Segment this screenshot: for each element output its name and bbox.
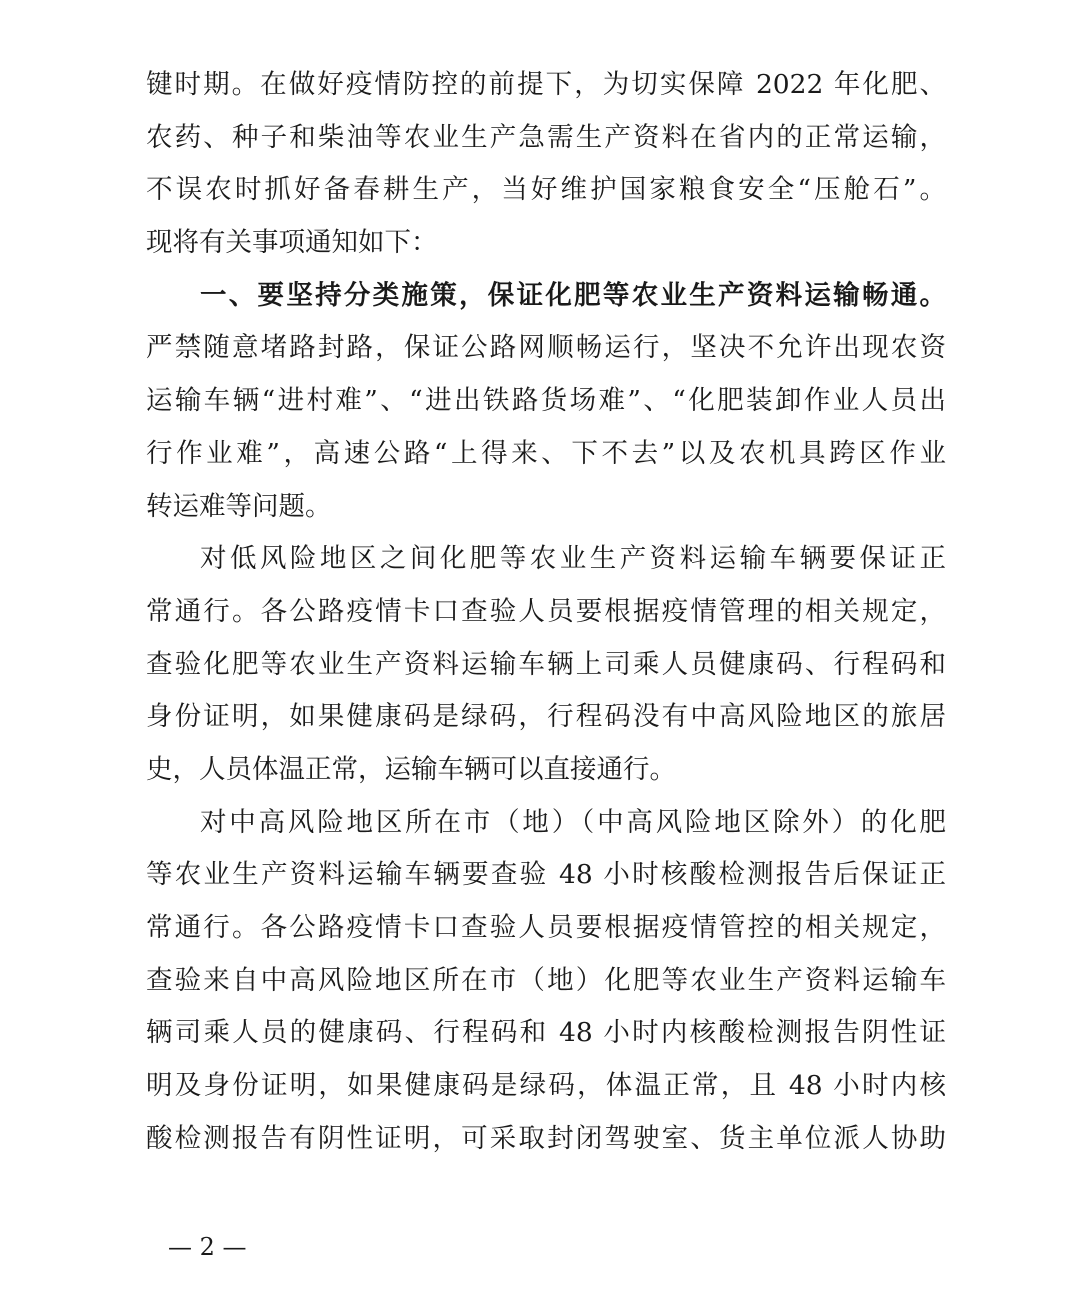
text-line: 查验来自中高风险地区所在市（地）化肥等农业生产资料运输车 <box>146 964 946 996</box>
text-line: 转运难等问题。 <box>146 490 332 522</box>
document-body <box>146 59 946 1165</box>
text-line: 不误农时抓好备春耕生产，当好维护国家粮食安全“压舱石”。 <box>146 174 946 206</box>
text-line: 史，人员体温正常，运输车辆可以直接通行。 <box>146 753 676 785</box>
text-line: 对低风险地区之间化肥等农业生产资料运输车辆要保证正 <box>200 543 946 575</box>
text-line: 辆司乘人员的健康码、行程码和 48 小时内核酸检测报告阴性证 <box>146 1017 946 1049</box>
text-line: 常通行。各公路疫情卡口查验人员要根据疫情管控的相关规定， <box>146 912 946 943</box>
text-line: 明及身份证明，如果健康码是绿码，体温正常，且 48 小时内核 <box>146 1070 946 1102</box>
text-line: 键时期。在做好疫情防控的前提下，为切实保障 2022 年化肥、 <box>146 69 946 100</box>
text-line: 农药、种子和柴油等农业生产急需生产资料在省内的正常运输， <box>146 121 946 153</box>
text-line: 等农业生产资料运输车辆要查验 48 小时核酸检测报告后保证正 <box>146 859 946 891</box>
text-line: 严禁随意堵路封路，保证公路网顺畅运行，坚决不允许出现农资 <box>146 332 946 364</box>
text-line: 现将有关事项通知如下： <box>146 227 438 259</box>
text-line: 常通行。各公路疫情卡口查验人员要根据疫情管理的相关规定， <box>146 595 946 627</box>
text-line: 对中高风险地区所在市（地）（中高风险地区除外）的化肥 <box>200 806 946 838</box>
section-heading: 一、要坚持分类施策，保证化肥等农业生产资料运输畅通。 <box>200 279 946 311</box>
text-line: 酸检测报告有阴性证明，可采取封闭驾驶室、货主单位派人协助 <box>146 1122 946 1154</box>
page-number: — 2 — <box>168 1233 247 1261</box>
text-line: 身份证明，如果健康码是绿码，行程码没有中高风险地区的旅居 <box>146 701 946 733</box>
text-line: 行作业难”，高速公路“上得来、下不去”以及农机具跨区作业 <box>146 437 946 469</box>
text-line: 查验化肥等农业生产资料运输车辆上司乘人员健康码、行程码和 <box>146 648 946 680</box>
text-line: 运输车辆“进村难”、“进出铁路货场难”、“化肥装卸作业人员出 <box>146 385 946 417</box>
